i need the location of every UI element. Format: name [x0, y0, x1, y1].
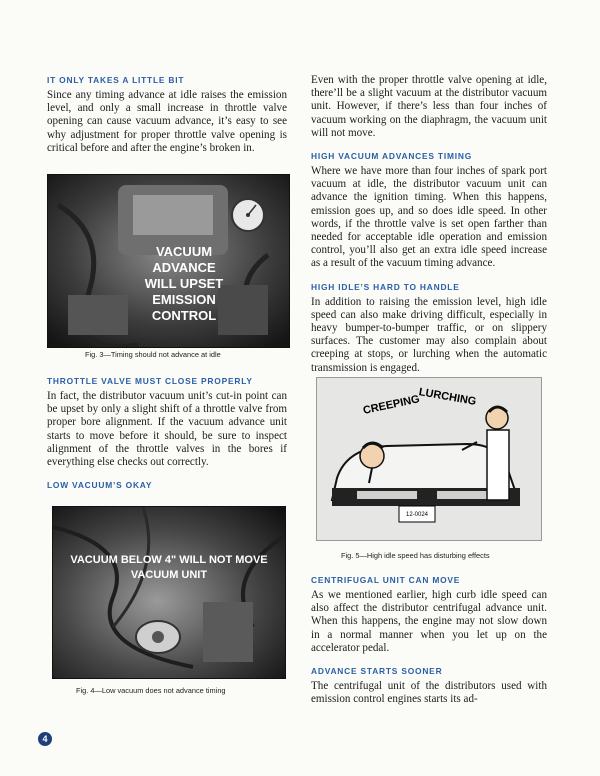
left-column-lower — [47, 375, 287, 491]
page-number-badge: 4 — [38, 732, 52, 746]
heading-high-vacuum: HIGH VACUUM ADVANCES TIMING — [311, 151, 473, 162]
paragraph-centrifugal: As we mentioned earlier, high curb idle speed can also affect the distributor centrifugal advance unit. When this happens, the engine may not slow down in a normal manner when you let up on the accelerator pedal. — [311, 589, 547, 654]
paragraph-throttle-valve: In fact, the distributor vacuum unit’s cut-in point can be upset by only a slight shift of a throttle valve from proper bore alignment. If the vacuum advance unit starts to move before it should, be sure to inspect alignment of the throttle valves in the bores if everything else checks out correctly. — [47, 390, 287, 469]
heading-high-idle: HIGH IDLE’S HARD TO HANDLE — [311, 281, 460, 292]
figure-4-engine-photo — [52, 506, 286, 679]
paragraph-high-idle: In addition to raising the emission level, high idle speed can also make driving difficult, especially in heavy bumper-to-bumper traffic, or on slippery surfaces. The customer may also complain about creeping at stops, or lurching when the automatic transmission is engaged. — [311, 295, 547, 374]
paragraph-advance-starts: The centrifugal unit of the distributors used with emission control engines starts its ad- — [311, 680, 547, 706]
license-plate-text: 12-0024 — [405, 512, 429, 518]
fig4-overlay-line-1: VACUUM BELOW 4" WILL NOT MOVE — [70, 554, 268, 566]
right-column — [311, 74, 547, 375]
figure-3-caption: Fig. 3—Timing should not advance at idle — [85, 350, 221, 359]
figure-4-caption: Fig. 4—Low vacuum does not advance timing — [76, 686, 226, 695]
creeping-word: CREEPING — [362, 393, 421, 417]
heading-low-vacuum: LOW VACUUM’S OKAY — [47, 480, 153, 491]
paragraph-high-vacuum: Where we have more than four inches of spark port vacuum at idle, the distributor vacuum unit can advance the ignition timing. When this happens, emission goes up, and so does idle speed. In other words, if the throttle valve is set open farther than needed for acceptable idle operation and emission control, you’ll also get an extra idle speed increase as a result of the vacuum timing advance. — [311, 165, 547, 270]
paragraph-timing-advance: Since any timing advance at idle raises the emission level, and only a small increase in throttle valve opening can cause vacuum advance, it’s easy to see why adjustment for proper throttle valve opening is critical before and after the engine’s broken in. — [47, 89, 287, 154]
paragraph-slight-vacuum: Even with the proper throttle valve opening at idle, there’ll be a slight vacuum at the distributor vacuum unit. However, if there’s less than four inches of vacuum working on the diaphragm, the vacuum unit will not move. — [311, 74, 547, 139]
distributor-illustration — [53, 507, 285, 678]
cartoon-illustration — [317, 378, 541, 540]
right-column-lower — [311, 574, 547, 706]
figure-3-engine-photo — [47, 174, 290, 348]
lurching-word: LURCHING — [417, 386, 478, 408]
figure-5-caption: Fig. 5—High idle speed has disturbing effects — [341, 551, 490, 560]
fig3-overlay-line-1: VACUUM — [155, 244, 213, 259]
fig3-overlay-line-5: CONTROL — [151, 308, 217, 323]
heading-throttle-valve: THROTTLE VALVE MUST CLOSE PROPERLY — [47, 376, 253, 386]
figure-5-cartoon — [316, 377, 542, 541]
fig3-overlay-line-3: WILL UPSET — [144, 276, 224, 291]
heading-centrifugal: CENTRIFUGAL UNIT CAN MOVE — [311, 575, 461, 585]
engine-illustration — [48, 175, 289, 347]
heading-it-only-takes: IT ONLY TAKES A LITTLE BIT — [47, 75, 185, 85]
fig3-overlay-line-2: ADVANCE — [152, 260, 216, 275]
fig3-overlay-line-4: EMISSION — [152, 292, 216, 307]
left-column — [47, 74, 287, 155]
heading-advance-starts: ADVANCE STARTS SOONER — [311, 666, 443, 677]
fig4-overlay-line-2: VACUUM UNIT — [130, 569, 208, 581]
